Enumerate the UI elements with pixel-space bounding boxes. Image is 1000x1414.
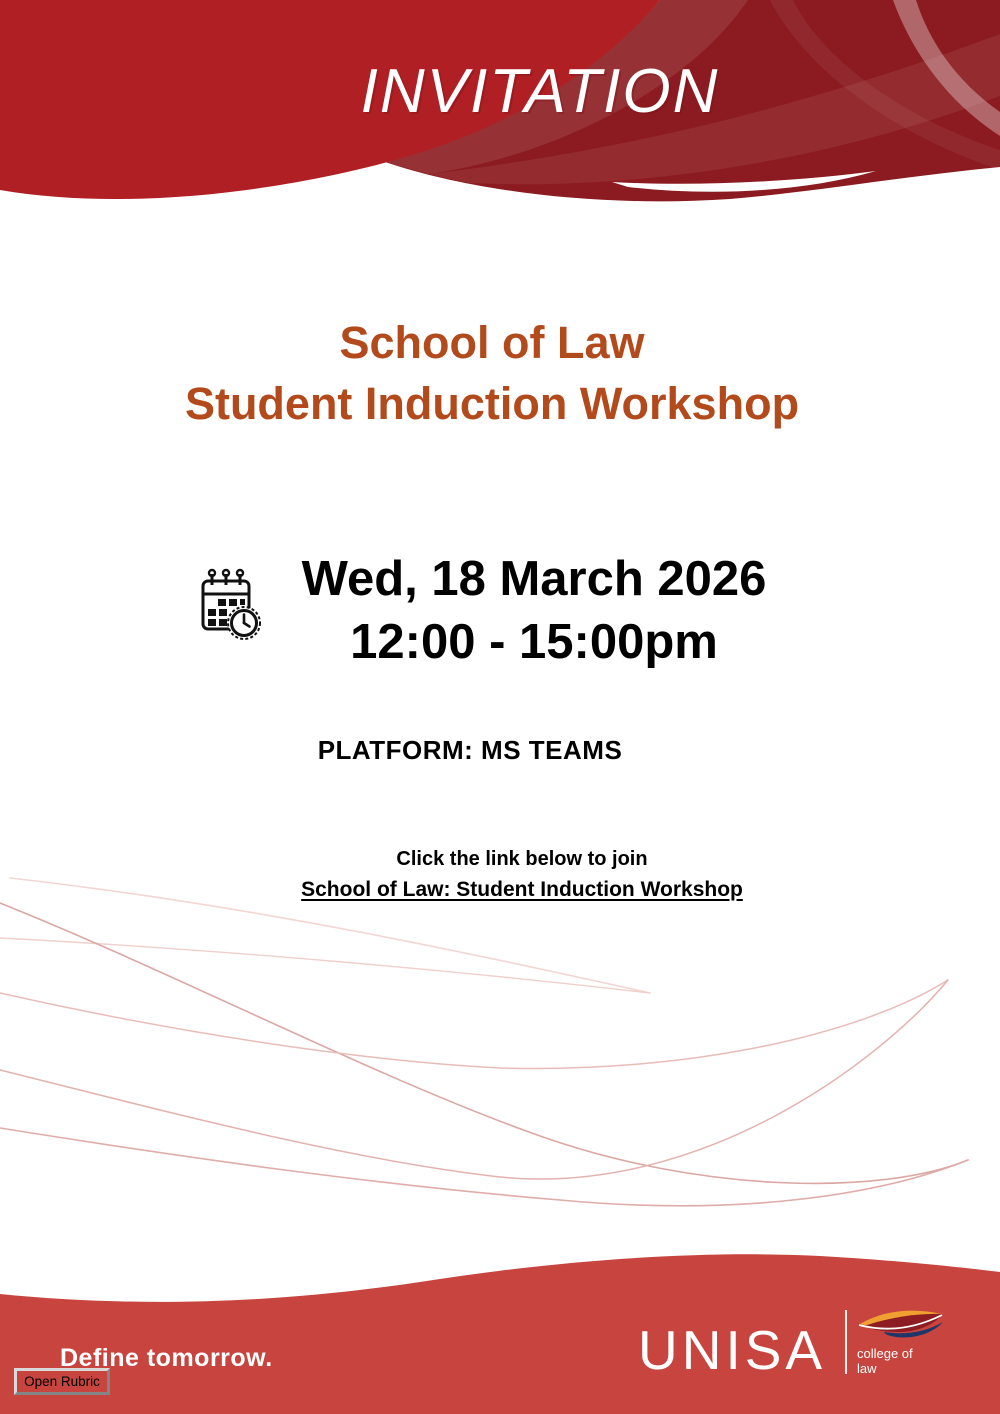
event-title-line2: Student Induction Workshop — [184, 378, 800, 429]
define-tomorrow-tagline: Define tomorrow. — [60, 1344, 273, 1372]
event-date: Wed, 18 March 2026 — [301, 552, 767, 606]
join-link-row — [22, 878, 1000, 902]
event-title-line1: School of Law — [339, 317, 645, 368]
logo-divider — [845, 1310, 847, 1374]
event-title — [0, 312, 992, 434]
decorative-curves — [0, 878, 968, 1206]
join-instruction: Click the link below to join — [396, 848, 648, 870]
college-label-line1: college of — [857, 1346, 913, 1361]
teams-join-link[interactable]: School of Law: Student Induction Workshop — [301, 878, 743, 901]
open-rubric-button[interactable]: Open Rubric — [14, 1368, 110, 1395]
event-datetime — [34, 548, 1000, 674]
unisa-flame-icon — [856, 1306, 944, 1342]
footer-wave — [0, 1254, 1000, 1414]
college-label-line2: law — [857, 1361, 877, 1376]
platform-label: PLATFORM: MS TEAMS — [317, 735, 623, 765]
unisa-wordmark: UNISA — [638, 1319, 827, 1381]
banner-heading: INVITATION — [360, 57, 720, 126]
college-of-law-label — [857, 1346, 913, 1376]
event-time: 12:00 - 15:00pm — [350, 615, 718, 669]
